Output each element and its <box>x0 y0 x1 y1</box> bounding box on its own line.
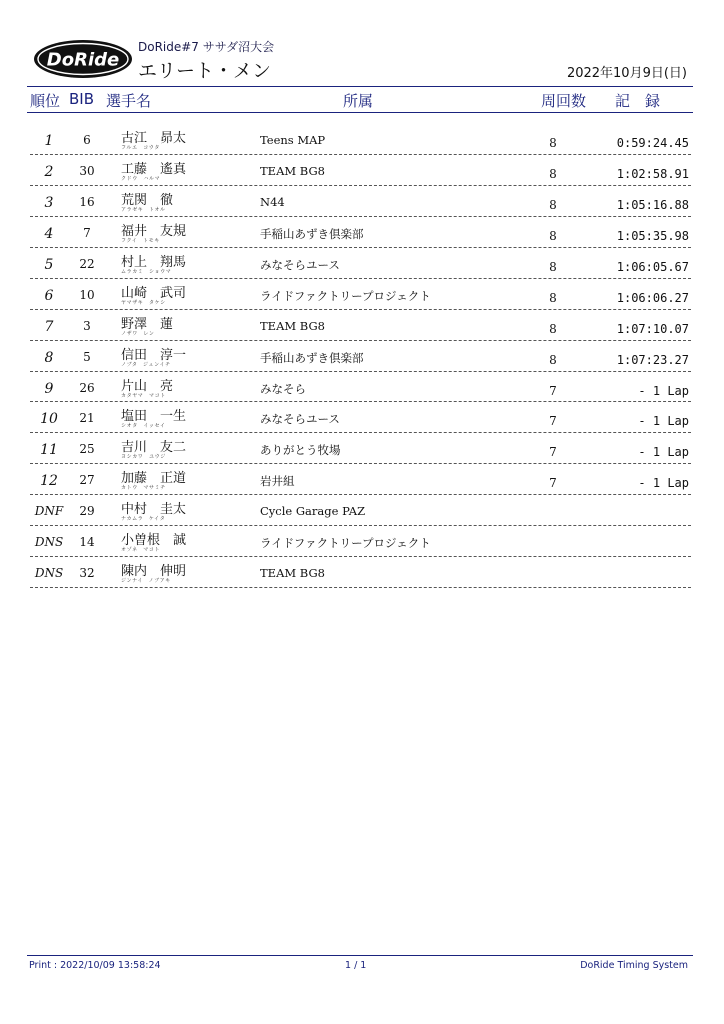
team-name: Cycle Garage PAZ <box>260 504 366 519</box>
rank-cell: 2 <box>44 163 54 180</box>
team-name: みなそらユース <box>260 412 340 427</box>
laps-cell: 7 <box>549 383 557 398</box>
rider-name: 塩田 一生 <box>121 409 187 425</box>
rider-name-kana: シオタ イッセイ <box>121 423 166 430</box>
table-row <box>30 279 691 310</box>
doride-logo <box>33 39 133 79</box>
table-row <box>30 186 691 217</box>
table-row <box>30 526 691 557</box>
laps-cell: 7 <box>549 476 557 491</box>
laps-cell: 8 <box>549 259 557 274</box>
table-row <box>30 248 691 279</box>
table-row <box>30 155 691 186</box>
finish-time: 1:05:35.98 <box>616 228 689 243</box>
team-name: 手稲山あずき倶楽部 <box>260 350 364 365</box>
table-row <box>30 341 691 372</box>
header-divider-top <box>27 86 693 87</box>
bib-cell: 26 <box>79 380 95 395</box>
rank-cell: DNF <box>34 504 64 519</box>
rider-name: 陳内 伸明 <box>121 564 187 580</box>
logo-text: DoRide <box>46 49 120 71</box>
rider-name-kana: ムラカミ ショウマ <box>121 268 172 275</box>
column-header-rank: 順位 <box>30 92 61 110</box>
team-name: ありがとう牧場 <box>260 443 341 458</box>
column-header-laps: 周回数 <box>541 92 587 110</box>
bib-cell: 22 <box>79 256 95 271</box>
laps-cell: 8 <box>549 321 557 336</box>
table-row <box>30 557 691 588</box>
finish-time: 0:59:24.45 <box>616 136 689 150</box>
finish-time: - 1 Lap <box>638 476 689 491</box>
rider-name: 片山 亮 <box>121 378 174 394</box>
team-name: 手稲山あずき倶楽部 <box>260 226 364 241</box>
table-row <box>30 433 691 464</box>
rider-name: 信田 淳一 <box>121 347 187 363</box>
rider-name-kana: ノブタ ジュンイチ <box>121 361 171 368</box>
table-row <box>30 217 691 248</box>
race-date: 2022年10月9日(日) <box>566 66 687 81</box>
page-number: 1 / 1 <box>345 960 367 971</box>
rank-cell: DNS <box>34 535 64 550</box>
rank-cell: 3 <box>44 194 54 211</box>
table-row <box>30 124 691 155</box>
bib-cell: 10 <box>79 287 95 302</box>
bib-cell: 6 <box>83 133 91 147</box>
bib-cell: 5 <box>83 349 91 364</box>
timing-system-name: DoRide Timing System <box>580 960 688 971</box>
bib-cell: 30 <box>79 163 95 178</box>
bib-cell: 7 <box>83 225 91 240</box>
finish-time: 1:06:05.67 <box>616 259 689 274</box>
rank-cell: 7 <box>44 318 54 335</box>
bib-cell: 32 <box>79 566 95 581</box>
rank-cell: 11 <box>40 442 58 459</box>
laps-cell: 7 <box>549 414 557 429</box>
table-row <box>30 495 691 526</box>
finish-time: - 1 Lap <box>638 445 689 460</box>
finish-time: 1:06:06.27 <box>616 290 689 305</box>
bib-cell: 27 <box>79 473 95 488</box>
rider-name: 荒関 徹 <box>121 192 174 208</box>
rank-cell: DNS <box>34 566 64 581</box>
rank-cell: 8 <box>44 349 54 366</box>
rider-name-kana: ナカムラ ケイタ <box>121 516 166 523</box>
column-header-bib: BIB <box>69 90 95 108</box>
rider-name: 山崎 武司 <box>121 285 187 301</box>
laps-cell: 8 <box>549 290 557 305</box>
rider-name-kana: カトウ マサミチ <box>121 485 166 492</box>
finish-time: 1:07:10.07 <box>616 321 689 336</box>
table-row <box>30 402 691 433</box>
footer-divider <box>27 955 693 956</box>
bib-cell: 3 <box>83 318 91 333</box>
laps-cell: 8 <box>549 228 557 243</box>
table-row <box>30 464 691 495</box>
rank-cell: 6 <box>44 287 54 304</box>
rider-name: 中村 圭太 <box>121 502 187 518</box>
rider-name-kana: アラゼキ トオル <box>121 206 166 213</box>
bib-cell: 21 <box>79 411 95 426</box>
bib-cell: 16 <box>79 194 95 209</box>
finish-time: - 1 Lap <box>638 383 689 398</box>
laps-cell: 8 <box>549 352 557 367</box>
bib-cell: 29 <box>79 504 95 519</box>
rider-name: 野澤 蓮 <box>121 316 174 332</box>
team-name: みなそら <box>260 381 306 396</box>
table-row <box>30 310 691 341</box>
rider-name-kana: フクイ トモキ <box>121 237 160 244</box>
rider-name: 吉川 友二 <box>121 440 187 456</box>
column-header-time: 記 録 <box>615 92 661 110</box>
team-name: TEAM BG8 <box>260 566 325 581</box>
rider-name-kana: ヤマザキ タケシ <box>121 299 166 306</box>
laps-cell: 8 <box>549 197 557 212</box>
team-name: TEAM BG8 <box>260 318 325 333</box>
finish-time: - 1 Lap <box>638 414 689 429</box>
category-title: エリート・メン <box>138 60 272 82</box>
team-name: N44 <box>260 194 285 209</box>
team-name: Teens MAP <box>260 133 326 147</box>
team-name: 岩井組 <box>260 474 295 489</box>
team-name: みなそらユース <box>260 257 340 272</box>
team-name: TEAM BG8 <box>260 163 325 178</box>
rider-name-kana: オゾネ マコト <box>121 547 161 554</box>
print-timestamp: Print : 2022/10/09 13:58:24 <box>29 960 161 971</box>
laps-cell: 8 <box>549 136 557 150</box>
rider-name-kana: ヨシカワ ユウジ <box>121 454 166 461</box>
laps-cell: 8 <box>549 166 557 181</box>
event-name: DoRide#7 ササダ沼大会 <box>138 40 275 54</box>
team-name: ライドファクトリープロジェクト <box>260 536 431 551</box>
rank-cell: 12 <box>40 473 58 490</box>
rider-name: 村上 翔馬 <box>121 254 187 270</box>
rank-cell: 1 <box>44 133 54 149</box>
bib-cell: 25 <box>79 442 95 457</box>
rider-name: 古江 昴太 <box>121 131 187 146</box>
rider-name-kana: カタヤマ マコト <box>121 392 166 399</box>
rank-cell: 5 <box>44 256 54 273</box>
column-header-team: 所属 <box>343 92 374 110</box>
finish-time: 1:07:23.27 <box>616 352 689 367</box>
table-row <box>30 372 691 403</box>
results-table <box>30 124 691 588</box>
rider-name: 福井 友規 <box>121 223 187 239</box>
header-divider-bottom <box>27 112 693 113</box>
rank-cell: 9 <box>44 380 54 397</box>
laps-cell: 7 <box>549 445 557 460</box>
rank-cell: 4 <box>44 225 54 242</box>
finish-time: 1:02:58.91 <box>616 166 689 181</box>
rider-name-kana: ジンナイ ノブアキ <box>121 578 171 585</box>
rider-name-kana: フルエ コウタ <box>121 145 160 151</box>
column-header-name: 選手名 <box>106 92 152 110</box>
rider-name: 工藤 遙真 <box>121 161 187 177</box>
rider-name: 小曽根 誠 <box>121 533 187 549</box>
rider-name-kana: ノザワ レン <box>121 330 155 337</box>
finish-time: 1:05:16.88 <box>616 197 689 212</box>
team-name: ライドファクトリープロジェクト <box>260 288 431 303</box>
bib-cell: 14 <box>79 535 95 550</box>
rank-cell: 10 <box>40 411 58 428</box>
rider-name: 加藤 正道 <box>121 471 187 487</box>
rider-name-kana: クドウ ハルマ <box>121 175 161 182</box>
